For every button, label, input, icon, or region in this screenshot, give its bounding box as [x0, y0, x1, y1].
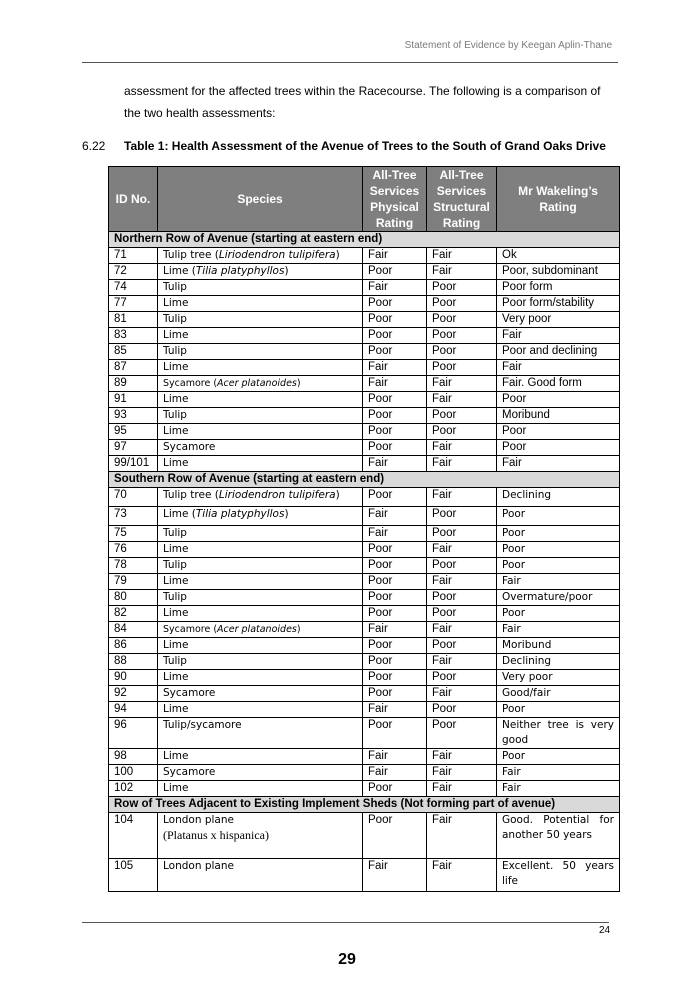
- species-latin-name: Acer platanoides: [217, 378, 297, 389]
- species-name: Tulip tree (: [163, 489, 219, 501]
- tree-id-cell: 83: [109, 328, 158, 344]
- structural-rating-cell: Poor: [427, 507, 497, 526]
- species-cell: [158, 813, 363, 859]
- running-header: Statement of Evidence by Keegan Aplin-Thane: [404, 40, 612, 51]
- header-physical-rating: All-Tree Services Physical Rating: [363, 167, 427, 232]
- species-cell: [158, 686, 363, 702]
- species-name: Lime: [163, 575, 189, 587]
- section-header-row: [109, 232, 620, 248]
- structural-rating-cell: Poor: [427, 424, 497, 440]
- structural-rating-cell: Fair: [427, 654, 497, 670]
- structural-rating-cell: Fair: [427, 392, 497, 408]
- physical-rating-cell: Fair: [363, 859, 427, 892]
- physical-rating-cell: Poor: [363, 296, 427, 312]
- species-name: Tulip: [163, 527, 187, 539]
- species-cell: [158, 542, 363, 558]
- mr-wakeling-rating-cell: Poor: [497, 558, 620, 574]
- species-name: Lime: [163, 543, 189, 555]
- structural-rating-cell: Poor: [427, 638, 497, 654]
- species-cell: [158, 654, 363, 670]
- structural-rating-cell: Poor: [427, 360, 497, 376]
- tree-id-cell: 99/101: [109, 456, 158, 472]
- tree-id-cell: 76: [109, 542, 158, 558]
- mr-wakeling-rating-cell: Moribund: [497, 408, 620, 424]
- tree-id-cell: 82: [109, 606, 158, 622]
- species-cell: [158, 264, 363, 280]
- table-body: [109, 232, 620, 892]
- table-row: [109, 590, 620, 606]
- tree-id-cell: 98: [109, 749, 158, 765]
- section-title: Southern Row of Avenue (starting at eastern end): [109, 472, 620, 488]
- species-cell: [158, 507, 363, 526]
- table-row: [109, 296, 620, 312]
- section-title: Row of Trees Adjacent to Existing Implement Sheds (Not forming part of avenue): [109, 797, 620, 813]
- table-row: [109, 280, 620, 296]
- structural-rating-cell: Fair: [427, 859, 497, 892]
- health-assessment-table: [108, 166, 620, 892]
- physical-rating-cell: Poor: [363, 424, 427, 440]
- table-row: [109, 622, 620, 638]
- structural-rating-cell: Fair: [427, 765, 497, 781]
- physical-rating-cell: Fair: [363, 622, 427, 638]
- structural-rating-cell: Poor: [427, 312, 497, 328]
- species-cell: [158, 488, 363, 507]
- species-cell: [158, 718, 363, 749]
- table-row: [109, 558, 620, 574]
- table-row: [109, 456, 620, 472]
- species-cell: [158, 456, 363, 472]
- species-latin-name: Liriodendron tulipifera: [218, 489, 336, 501]
- table-row: [109, 344, 620, 360]
- species-cell: [158, 590, 363, 606]
- table-row: [109, 376, 620, 392]
- structural-rating-cell: Poor: [427, 344, 497, 360]
- species-cell: [158, 781, 363, 797]
- species-name: Lime: [163, 297, 189, 309]
- physical-rating-cell: Fair: [363, 765, 427, 781]
- tree-id-cell: 85: [109, 344, 158, 360]
- tree-id-cell: 75: [109, 526, 158, 542]
- table-row: [109, 312, 620, 328]
- header-id: ID No.: [109, 167, 158, 232]
- species-cell: [158, 280, 363, 296]
- structural-rating-cell: Fair: [427, 813, 497, 859]
- species-close-paren: ): [335, 489, 340, 501]
- tree-id-cell: 102: [109, 781, 158, 797]
- mr-wakeling-rating-cell: Fair: [497, 781, 620, 797]
- mr-wakeling-rating-cell: Poor: [497, 542, 620, 558]
- mr-wakeling-rating-cell: Fair: [497, 765, 620, 781]
- mr-wakeling-rating-cell: Poor and declining: [497, 344, 620, 360]
- species-name: Sycamore: [163, 687, 216, 699]
- physical-rating-cell: Poor: [363, 344, 427, 360]
- header-rule: [82, 62, 618, 63]
- table-caption: Table 1: Health Assessment of the Avenue of Trees to the South of Grand Oaks Drive: [124, 139, 606, 153]
- header-structural-rating: All-Tree Services Structural Rating: [427, 167, 497, 232]
- tree-id-cell: 74: [109, 280, 158, 296]
- mr-wakeling-rating-cell: Poor: [497, 424, 620, 440]
- tree-id-cell: 89: [109, 376, 158, 392]
- structural-rating-cell: Fair: [427, 376, 497, 392]
- species-cell: [158, 558, 363, 574]
- physical-rating-cell: Poor: [363, 686, 427, 702]
- physical-rating-cell: Poor: [363, 670, 427, 686]
- physical-rating-cell: Fair: [363, 376, 427, 392]
- species-name: Lime: [163, 393, 189, 405]
- mr-wakeling-rating-cell: Poor: [497, 526, 620, 542]
- species-name: Lime: [163, 703, 189, 715]
- tree-id-cell: 100: [109, 765, 158, 781]
- mr-wakeling-rating-cell: Good/fair: [497, 686, 620, 702]
- mr-wakeling-rating-cell: Poor: [497, 702, 620, 718]
- structural-rating-cell: Poor: [427, 526, 497, 542]
- species-name: Tulip tree (: [163, 249, 219, 261]
- physical-rating-cell: Poor: [363, 813, 427, 859]
- structural-rating-cell: Poor: [427, 280, 497, 296]
- structural-rating-cell: Poor: [427, 296, 497, 312]
- species-cell: [158, 424, 363, 440]
- tree-id-cell: 71: [109, 248, 158, 264]
- table-row: [109, 248, 620, 264]
- table-row: [109, 408, 620, 424]
- tree-id-cell: 84: [109, 622, 158, 638]
- species-cell: [158, 702, 363, 718]
- structural-rating-cell: Fair: [427, 686, 497, 702]
- mr-wakeling-rating-cell: Ok: [497, 248, 620, 264]
- physical-rating-cell: Poor: [363, 606, 427, 622]
- structural-rating-cell: Poor: [427, 718, 497, 749]
- species-name: Tulip: [163, 345, 187, 357]
- species-cell: [158, 408, 363, 424]
- section-number: 6.22: [82, 139, 106, 153]
- table-row: [109, 813, 620, 859]
- tree-id-cell: 94: [109, 702, 158, 718]
- species-cell: [158, 859, 363, 892]
- mr-wakeling-rating-cell: Declining: [497, 654, 620, 670]
- species-cell: [158, 574, 363, 590]
- table-row: [109, 526, 620, 542]
- tree-id-cell: 73: [109, 507, 158, 526]
- species-name: Lime: [163, 750, 189, 762]
- physical-rating-cell: Fair: [363, 360, 427, 376]
- mr-wakeling-rating-cell: Poor: [497, 440, 620, 456]
- tree-id-cell: 104: [109, 813, 158, 859]
- species-name: London plane: [163, 814, 234, 826]
- mr-wakeling-rating-cell: Fair: [497, 360, 620, 376]
- physical-rating-cell: Poor: [363, 542, 427, 558]
- tree-id-cell: 78: [109, 558, 158, 574]
- species-cell: [158, 344, 363, 360]
- physical-rating-cell: Poor: [363, 328, 427, 344]
- species-name: Sycamore: [163, 441, 216, 453]
- table-row: [109, 702, 620, 718]
- table-row: [109, 360, 620, 376]
- mr-wakeling-rating-cell: Poor form/stability: [497, 296, 620, 312]
- mr-wakeling-rating-cell: Fair: [497, 622, 620, 638]
- species-cell: [158, 296, 363, 312]
- table-row: [109, 488, 620, 507]
- structural-rating-cell: Poor: [427, 670, 497, 686]
- physical-rating-cell: Poor: [363, 440, 427, 456]
- species-cell: [158, 622, 363, 638]
- mr-wakeling-rating-cell: Good. Potential for another 50 years: [497, 813, 620, 859]
- structural-rating-cell: Poor: [427, 702, 497, 718]
- footer-rule: [82, 922, 609, 923]
- physical-rating-cell: Fair: [363, 280, 427, 296]
- tree-id-cell: 95: [109, 424, 158, 440]
- species-name: Lime: [163, 329, 189, 341]
- mr-wakeling-rating-cell: Overmature/poor: [497, 590, 620, 606]
- tree-id-cell: 96: [109, 718, 158, 749]
- physical-rating-cell: Poor: [363, 718, 427, 749]
- structural-rating-cell: Fair: [427, 440, 497, 456]
- species-cell: [158, 392, 363, 408]
- tree-id-cell: 81: [109, 312, 158, 328]
- species-cell: [158, 360, 363, 376]
- table-row: [109, 507, 620, 526]
- table-row: [109, 749, 620, 765]
- species-name: Tulip: [163, 655, 187, 667]
- mr-wakeling-rating-cell: Poor: [497, 606, 620, 622]
- table-row: [109, 859, 620, 892]
- tree-id-cell: 93: [109, 408, 158, 424]
- physical-rating-cell: Poor: [363, 781, 427, 797]
- species-close-paren: ): [296, 378, 301, 389]
- tree-id-cell: 87: [109, 360, 158, 376]
- species-latin-name: Acer platanoides: [217, 624, 297, 635]
- species-cell: [158, 440, 363, 456]
- table-row: [109, 264, 620, 280]
- physical-rating-cell: Fair: [363, 248, 427, 264]
- table-row: [109, 654, 620, 670]
- physical-rating-cell: Poor: [363, 558, 427, 574]
- species-name: Lime: [163, 607, 189, 619]
- table-row: [109, 328, 620, 344]
- table-header-row: [109, 167, 620, 232]
- species-cell: [158, 638, 363, 654]
- species-cell: [158, 526, 363, 542]
- physical-rating-cell: Fair: [363, 456, 427, 472]
- mr-wakeling-rating-cell: Poor: [497, 749, 620, 765]
- tree-id-cell: 72: [109, 264, 158, 280]
- structural-rating-cell: Fair: [427, 488, 497, 507]
- species-cell: [158, 749, 363, 765]
- tree-id-cell: 77: [109, 296, 158, 312]
- species-latin-name: Liriodendron tulipifera: [218, 249, 336, 261]
- tree-id-cell: 79: [109, 574, 158, 590]
- tree-id-cell: 88: [109, 654, 158, 670]
- table-row: [109, 781, 620, 797]
- physical-rating-cell: Poor: [363, 312, 427, 328]
- species-cell: [158, 248, 363, 264]
- species-name: Lime: [163, 639, 189, 651]
- header-mr-wakeling-rating: Mr Wakeling’s Rating: [497, 167, 620, 232]
- species-cell: [158, 606, 363, 622]
- physical-rating-cell: Poor: [363, 408, 427, 424]
- mr-wakeling-rating-cell: Poor form: [497, 280, 620, 296]
- species-cell: [158, 312, 363, 328]
- structural-rating-cell: Poor: [427, 590, 497, 606]
- physical-rating-cell: Poor: [363, 488, 427, 507]
- species-name: Lime (: [163, 508, 196, 520]
- section-header-row: [109, 472, 620, 488]
- mr-wakeling-rating-cell: Declining: [497, 488, 620, 507]
- species-name: Tulip: [163, 559, 187, 571]
- species-name: Lime: [163, 671, 189, 683]
- structural-rating-cell: Fair: [427, 248, 497, 264]
- mr-wakeling-rating-cell: Fair: [497, 574, 620, 590]
- mr-wakeling-rating-cell: Excellent. 50 years life: [497, 859, 620, 892]
- species-latin-name: Tilia platyphyllos: [195, 508, 285, 520]
- table-row: [109, 638, 620, 654]
- mr-wakeling-rating-cell: Very poor: [497, 312, 620, 328]
- section-title: Northern Row of Avenue (starting at eastern end): [109, 232, 620, 248]
- table-row: [109, 686, 620, 702]
- mr-wakeling-rating-cell: Fair. Good form: [497, 376, 620, 392]
- tree-id-cell: 80: [109, 590, 158, 606]
- physical-rating-cell: Poor: [363, 638, 427, 654]
- species-name: Tulip: [163, 281, 187, 293]
- species-close-paren: ): [335, 249, 340, 261]
- physical-rating-cell: Poor: [363, 654, 427, 670]
- physical-rating-cell: Poor: [363, 574, 427, 590]
- species-cell: [158, 670, 363, 686]
- structural-rating-cell: Fair: [427, 574, 497, 590]
- tree-id-cell: 97: [109, 440, 158, 456]
- tree-id-cell: 105: [109, 859, 158, 892]
- mr-wakeling-rating-cell: Poor: [497, 392, 620, 408]
- species-name: Lime: [163, 425, 189, 437]
- document-page-number: 29: [338, 951, 356, 968]
- species-name: Lime: [163, 782, 189, 794]
- species-cell: [158, 765, 363, 781]
- species-cell: [158, 376, 363, 392]
- species-name: London plane: [163, 860, 234, 872]
- table-row: [109, 765, 620, 781]
- structural-rating-cell: Fair: [427, 749, 497, 765]
- table-row: [109, 606, 620, 622]
- structural-rating-cell: Poor: [427, 606, 497, 622]
- page-number: 24: [599, 925, 611, 936]
- physical-rating-cell: Poor: [363, 590, 427, 606]
- physical-rating-cell: Fair: [363, 507, 427, 526]
- structural-rating-cell: Poor: [427, 408, 497, 424]
- structural-rating-cell: Fair: [427, 622, 497, 638]
- physical-rating-cell: Poor: [363, 392, 427, 408]
- table-row: [109, 424, 620, 440]
- tree-id-cell: 90: [109, 670, 158, 686]
- species-close-paren: ): [296, 624, 301, 635]
- species-close-paren: ): [284, 508, 289, 520]
- mr-wakeling-rating-cell: Poor: [497, 507, 620, 526]
- species-cell: [158, 328, 363, 344]
- species-name: Tulip: [163, 409, 187, 421]
- table-row: [109, 670, 620, 686]
- table-row: [109, 542, 620, 558]
- mr-wakeling-rating-cell: Fair: [497, 456, 620, 472]
- table-row: [109, 718, 620, 749]
- mr-wakeling-rating-cell: Poor, subdominant: [497, 264, 620, 280]
- section-header-row: [109, 797, 620, 813]
- species-name: Sycamore (: [163, 378, 218, 389]
- structural-rating-cell: Fair: [427, 456, 497, 472]
- table-row: [109, 392, 620, 408]
- species-name: Lime (: [163, 265, 196, 277]
- species-name: Tulip: [163, 313, 187, 325]
- tree-id-cell: 86: [109, 638, 158, 654]
- species-close-paren: ): [284, 265, 289, 277]
- mr-wakeling-rating-cell: Moribund: [497, 638, 620, 654]
- structural-rating-cell: Fair: [427, 781, 497, 797]
- structural-rating-cell: Poor: [427, 328, 497, 344]
- structural-rating-cell: Poor: [427, 558, 497, 574]
- header-species: Species: [158, 167, 363, 232]
- tree-id-cell: 70: [109, 488, 158, 507]
- structural-rating-cell: Fair: [427, 264, 497, 280]
- species-name: Sycamore: [163, 766, 216, 778]
- species-latin-name: Tilia platyphyllos: [195, 265, 285, 277]
- species-name: Sycamore (: [163, 624, 218, 635]
- physical-rating-cell: Fair: [363, 526, 427, 542]
- intro-paragraph: assessment for the affected trees within the Racecourse. The following is a comparison of the two health assessments:: [124, 84, 601, 120]
- mr-wakeling-rating-cell: Very poor: [497, 670, 620, 686]
- mr-wakeling-rating-cell: Fair: [497, 328, 620, 344]
- table-row: [109, 440, 620, 456]
- physical-rating-cell: Fair: [363, 702, 427, 718]
- tree-id-cell: 91: [109, 392, 158, 408]
- species-name: Lime: [163, 361, 189, 373]
- species-name: Tulip/sycamore: [163, 719, 242, 731]
- physical-rating-cell: Fair: [363, 749, 427, 765]
- mr-wakeling-rating-cell: Neither tree is very good: [497, 718, 620, 749]
- species-name: Lime: [163, 457, 189, 469]
- species-latin-name: (Platanus x hispanica): [163, 828, 269, 842]
- structural-rating-cell: Fair: [427, 542, 497, 558]
- physical-rating-cell: Poor: [363, 264, 427, 280]
- tree-id-cell: 92: [109, 686, 158, 702]
- table-row: [109, 574, 620, 590]
- species-name: Tulip: [163, 591, 187, 603]
